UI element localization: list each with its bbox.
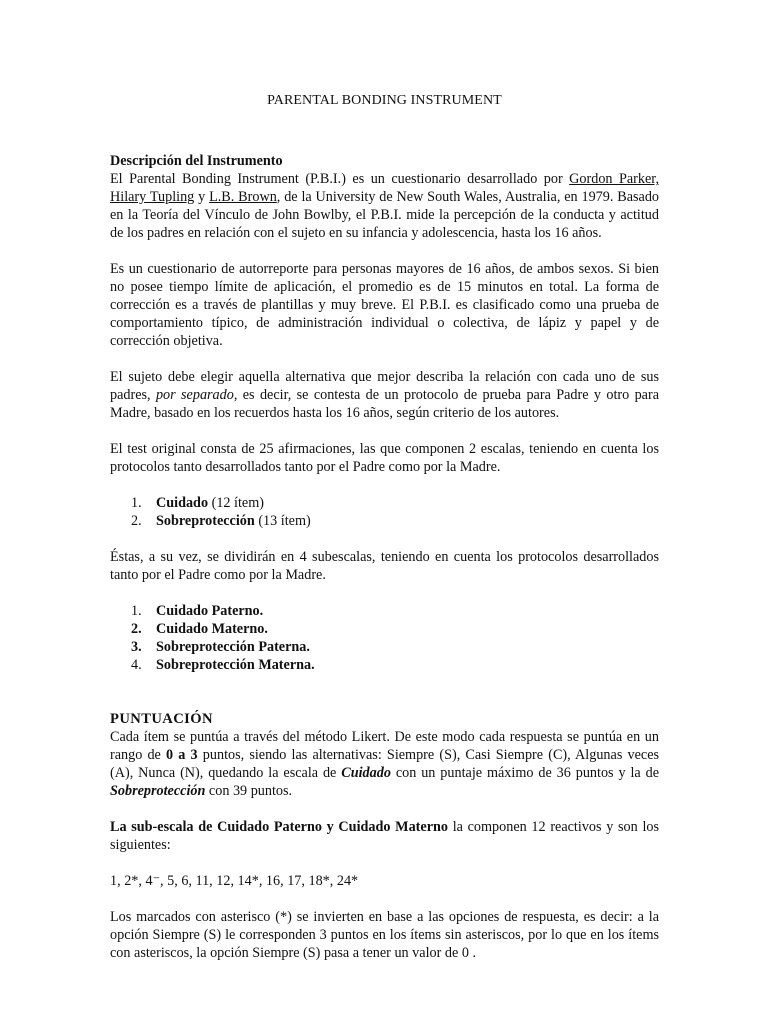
scales-list: [110, 494, 659, 530]
list-number: 4.: [131, 657, 142, 673]
spacer: [110, 674, 659, 692]
list-item-bold: Cuidado Materno.: [156, 621, 268, 637]
list-number: 3.: [131, 639, 142, 655]
spacer: [110, 800, 659, 818]
paragraph-text: El sujeto debe elegir aquella alternativa que mejor describa la relación con cada uno de sus padres,: [110, 369, 659, 403]
subscales-list: [110, 602, 659, 674]
section-heading-puntuacion: PUNTUACIÓN: [110, 711, 213, 727]
list-number: 1.: [131, 603, 142, 619]
paragraph-autorreporte: Es un cuestionario de autorreporte para personas mayores de 16 años, de ambos sexos. Si bien no posee tiempo límite de aplicación, el promedio es de 15 minutos en total. La forma de corrección es a través de plantillas y muy breve. El P.B.I. es clasificado como una prueba de comportamiento típico, de administración individual o colectiva, de lápiz y papel y de corrección objetiva.: [110, 261, 659, 349]
spacer: [110, 350, 659, 368]
paragraph-subescalas: Éstas, a su vez, se dividirán en 4 subescalas, teniendo en cuenta los protocolos desarrollados tanto por el Padre como por la Madre.: [110, 549, 659, 583]
emphasis-text: por separado: [155, 387, 234, 403]
paragraph-test-original: El test original consta de 25 afirmaciones, las que componen 2 escalas, teniendo en cuenta los protocolos tanto desarrollados tanto por el Padre como por la Madre.: [110, 441, 659, 475]
paragraph-asteriscos: Los marcados con asterisco (*) se invierten en base a las opciones de respuesta, es decir: a la opción Siempre (S) le corresponden 3 puntos en los ítems sin asteriscos, por lo que en los ítems con asteriscos, la opción Siempre (S) pasa a tener un valor de 0 .: [110, 909, 659, 961]
list-item-bold: Cuidado Paterno.: [156, 603, 264, 619]
list-item-text: (12 ítem): [208, 495, 264, 511]
list-item: [110, 512, 659, 530]
spacer: [110, 584, 659, 602]
list-item: [110, 620, 659, 638]
authors-link[interactable]: Gordon Parker, Hilary Tupling: [110, 171, 659, 205]
list-item-bold: Sobreprotección: [156, 513, 255, 529]
paragraph-text: y: [194, 189, 210, 205]
list-item-bold: Cuidado: [156, 495, 209, 511]
bold-italic-text: Sobreprotección: [110, 783, 206, 799]
paragraph-intro: [110, 170, 659, 242]
spacer: [110, 530, 659, 548]
bold-text: La sub-escala de Cuidado Paterno y Cuidado Materno: [110, 819, 448, 835]
paragraph-text: con 39 puntos.: [205, 783, 293, 799]
spacer: [110, 890, 659, 908]
list-item: [110, 494, 659, 512]
list-item: [110, 656, 659, 674]
bold-italic-text: Cuidado: [341, 765, 391, 781]
paragraph-likert: [110, 728, 659, 800]
list-number: 2.: [131, 621, 142, 637]
paragraph-text: El Parental Bonding Instrument (P.B.I.) es un cuestionario desarrollado por: [110, 171, 570, 187]
paragraph-text: Cada ítem se puntúa a través del método Likert. De este modo cada respuesta se puntúa en un rango de: [110, 729, 659, 763]
paragraph-text: puntos, siendo las alternativas: Siempre (S), Casi Siempre (C), Algunas veces (A), Nunca (N), quedando la escala de: [110, 747, 660, 781]
list-number: 1.: [131, 495, 142, 511]
paragraph-subescala-cuidado: [110, 818, 659, 854]
bold-text: 0 a 3: [166, 747, 198, 763]
paragraph-text: , de la University de New South Wales, Australia, en 1979. Basado en la Teoría del Vínculo de John Bowlby, el P.B.I. mide la percepción de la conducta y actitud de los padres en relación con el sujeto en su infancia y adolescencia, hasta los 16 años.: [110, 189, 660, 241]
spacer: [110, 242, 659, 260]
spacer: [110, 422, 659, 440]
item-numbers: 1, 2*, 4⁻, 5, 6, 11, 12, 14*, 16, 17, 18*, 24*: [110, 873, 359, 889]
document-title: PARENTAL BONDING INSTRUMENT: [267, 93, 502, 108]
paragraph-text: , es decir, se contesta de un protocolo de prueba para Padre y otro para Madre, basado en los recuerdos hasta los 16 años, según criterio de los autores.: [110, 387, 659, 421]
spacer: [110, 476, 659, 494]
list-number: 2.: [131, 513, 142, 529]
list-item-bold: Sobreprotección Paterna.: [156, 639, 310, 655]
paragraph-text: con un puntaje máximo de 36 puntos y la de: [390, 765, 659, 781]
list-item-bold: Sobreprotección Materna.: [156, 657, 315, 673]
list-item: [110, 638, 659, 656]
paragraph-sujeto: [110, 368, 659, 422]
section-heading-descripcion: Descripción del Instrumento: [110, 153, 283, 169]
list-item-text: (13 ítem): [254, 513, 311, 529]
paragraph-text: la componen 12 reactivos y son los siguientes:: [110, 819, 659, 853]
document-page: [110, 92, 659, 962]
spacer: [110, 692, 659, 710]
spacer: [110, 854, 659, 872]
list-item: [110, 602, 659, 620]
author-brown-link[interactable]: L.B. Brown: [209, 189, 277, 205]
